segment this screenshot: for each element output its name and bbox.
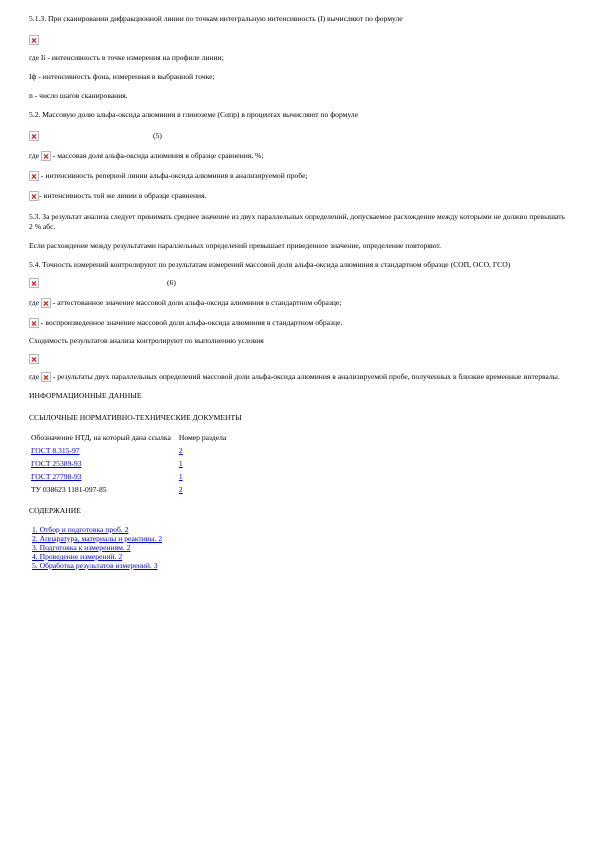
table-of-contents [32, 525, 565, 570]
definition-if: Iф - интенсивность фона, измеренная в выбранной точке; [29, 72, 215, 81]
paragraph-5-3: 5.3. За результат анализа следует принимать среднее значение из двух параллельных определений, допускаемое расхождение между которыми не должно превышать 2 % абс. [29, 212, 566, 231]
paragraph-5-4: 5.4. Точность измерений контролируют по результатам измерений массовой доли альфа-оксида алюминия в стандартном образце (СОП, ОСО, ГСО) [29, 260, 511, 269]
toc-link-3[interactable]: 3. Подготовка к измерениям. 2 [32, 543, 131, 552]
definition-text: - интенсивность той же линии в образце сравнения. [39, 191, 207, 200]
toc-link-2[interactable]: 2. Аппаратура, материалы и реактивы. 2 [32, 534, 163, 543]
formula-convergence [29, 352, 565, 366]
ref-link-gost-25389[interactable]: ГОСТ 25389-93 [31, 459, 82, 468]
table-header-cell: Номер раздела [178, 433, 227, 442]
ref-link-gost-27798[interactable]: ГОСТ 27798-93 [31, 472, 82, 481]
formula-5 [29, 129, 565, 143]
formula-6 [29, 276, 565, 290]
equation-number: (6) [167, 278, 176, 287]
definition-n: n - число шагов сканирования. [29, 91, 128, 100]
definition-5-4-a [29, 296, 565, 310]
section-link[interactable]: 1 [178, 472, 183, 481]
refs-table [31, 432, 234, 497]
broken-image-icon [41, 298, 51, 308]
broken-image-icon [29, 131, 39, 141]
broken-image-icon [29, 171, 39, 181]
section-link[interactable]: 2 [178, 446, 183, 455]
ref-link-gost-8-315[interactable]: ГОСТ 8.315-97 [31, 446, 80, 455]
where-label: где [29, 298, 39, 307]
definition-text: - аттестованное значение массовой доли альфа-оксида алюминия в стандартном образце; [52, 298, 342, 307]
broken-image-icon [29, 278, 39, 288]
table-header-cell: Обозначение НТД, на который дана ссылка [31, 433, 171, 442]
broken-image-icon [29, 318, 39, 328]
definition-5-4-b [29, 316, 565, 330]
paragraph-5-1-3: 5.1.3. При сканировании дифракционной линии по точкам интегральную интенсивность (I) вычисляют по формуле [29, 14, 403, 23]
ref-tu: ТУ 038623 1181-097-85 [31, 485, 107, 494]
definition-text: - интенсивность реперной линии альфа-оксида алюминия в анализируемой пробе; [40, 171, 308, 180]
where-label: где [29, 372, 39, 381]
definition-text: - воспроизведенное значение массовой доли альфа-оксида алюминия в стандартном образце. [40, 318, 343, 327]
broken-image-icon [29, 191, 39, 201]
paragraph-5-3-repeat: Если расхождение между результатами параллельных определений превышает приведенное значение, определение повторяют. [29, 241, 442, 250]
definition-5-2-c [29, 189, 565, 203]
broken-image-icon [41, 372, 51, 382]
section-link[interactable]: 1 [178, 459, 183, 468]
definition-5-2-b [29, 169, 565, 183]
where-label: где [29, 151, 39, 160]
section-link[interactable]: 2 [178, 485, 183, 494]
info-heading: ИНФОРМАЦИОННЫЕ ДАННЫЕ [29, 391, 142, 400]
definition-convergence [29, 372, 565, 382]
formula-image [29, 33, 565, 47]
refs-heading: ССЫЛОЧНЫЕ НОРМАТИВНО-ТЕХНИЧЕСКИЕ ДОКУМЕНТЫ [29, 413, 242, 422]
table-header-row [31, 432, 234, 445]
definition-text: - массовая доля альфа-оксида алюминия в образце сравнения, %; [52, 151, 264, 160]
table-row [31, 471, 234, 484]
definition-ii: где Ii - интенсивность в точке измерения на профиле линии; [29, 53, 224, 62]
broken-image-icon [41, 151, 51, 161]
broken-image-icon [29, 354, 39, 364]
equation-number: (5) [153, 131, 162, 140]
toc-link-4[interactable]: 4. Проведение измерений. 2 [32, 552, 123, 561]
paragraph-5-2: 5.2. Массовую долю альфа-оксида алюминия в глиноземе (Сαпр) в процентах вычисляют по формуле [29, 110, 359, 119]
toc-heading: СОДЕРЖАНИЕ [29, 506, 81, 515]
convergence-text: Сходимость результатов анализа контролируют по выполнению условия [29, 336, 264, 345]
document-page [29, 14, 565, 570]
definition-5-2-a [29, 149, 565, 163]
table-row [31, 445, 234, 458]
toc-link-1[interactable]: 1. Отбор и подготовка проб. 2 [32, 525, 129, 534]
broken-image-icon [29, 35, 39, 45]
toc-link-5[interactable]: 5. Обработка результатов измерений. 3 [32, 561, 158, 570]
definition-text: - результаты двух параллельных определений массовой доли альфа-оксида алюминия в анализируемой пробе, полученных в близкие временные интервалы. [52, 372, 560, 381]
table-row [31, 484, 234, 497]
table-row [31, 458, 234, 471]
